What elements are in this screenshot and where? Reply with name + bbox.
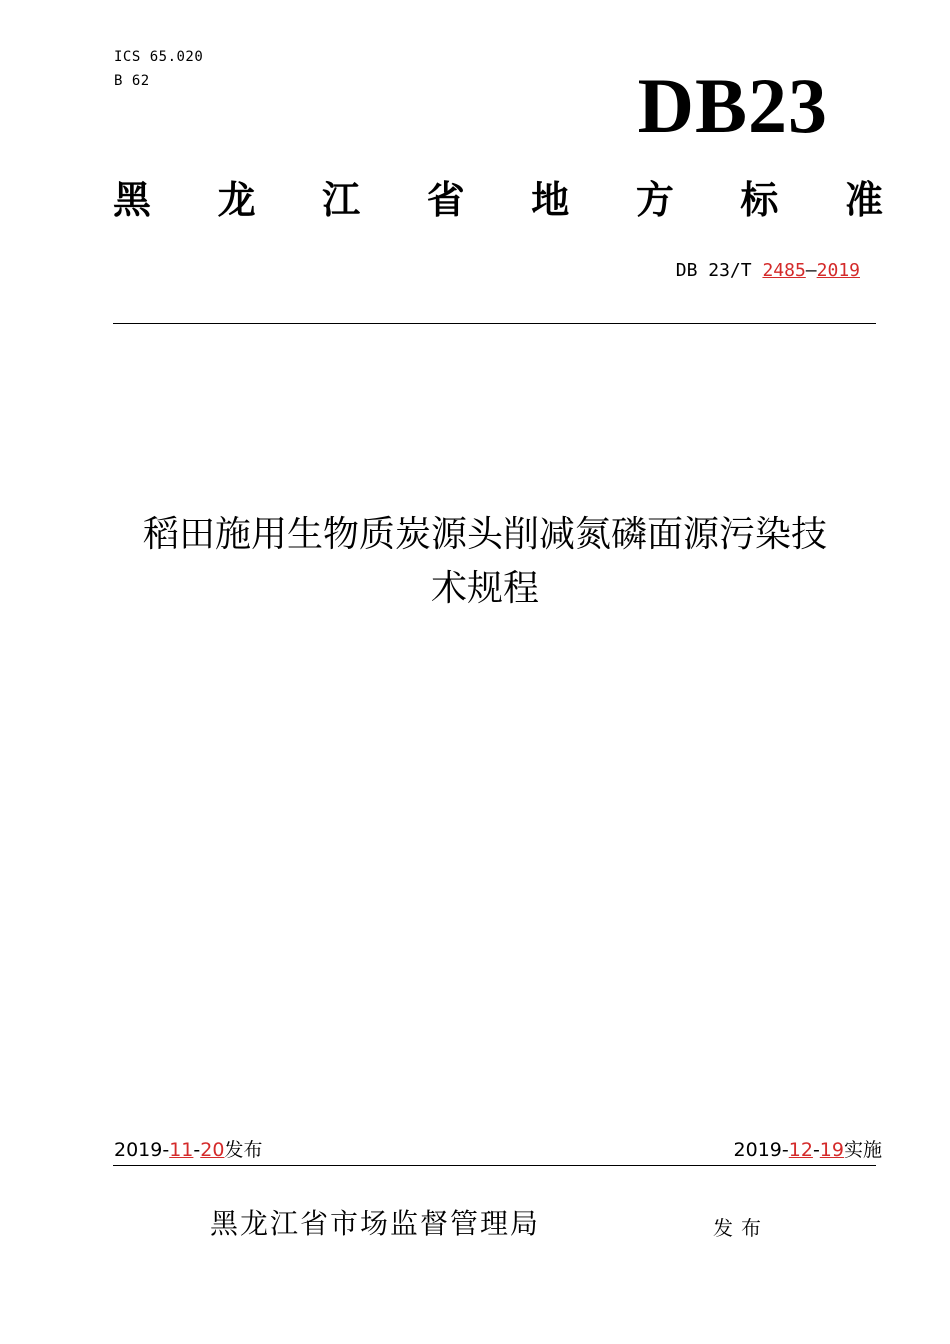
implement-date-dash: -: [812, 1139, 820, 1161]
document-title: [100, 508, 870, 616]
standard-type-char: 方: [635, 178, 674, 222]
standard-type-char: 准: [844, 178, 883, 222]
standard-number-year: 2019: [816, 260, 860, 281]
standard-type-char: 龙: [217, 178, 256, 222]
ccs-code: B 62: [114, 73, 150, 89]
standard-number-separator: —: [805, 260, 817, 281]
standard-type-char: 黑: [113, 178, 152, 222]
implement-date-label: 实施: [843, 1139, 882, 1161]
implement-date-year: 2019-: [733, 1139, 789, 1161]
issue-word: 发布: [713, 1216, 769, 1240]
issue-date-dash: -: [193, 1139, 201, 1161]
implement-date-month: 12: [788, 1139, 813, 1161]
standard-type-char: 地: [531, 178, 570, 222]
issue-date-label: 发布: [224, 1139, 263, 1161]
footer-divider: [113, 1165, 876, 1166]
issue-date-year: 2019-: [114, 1139, 170, 1161]
standard-number-serial: 2485: [762, 260, 806, 281]
standard-number-prefix: DB 23/T: [675, 260, 763, 281]
issue-date-day: 20: [200, 1139, 225, 1161]
standard-type-char: 江: [322, 178, 361, 222]
standard-type-heading: [113, 176, 883, 224]
issue-date-month: 11: [169, 1139, 194, 1161]
document-title-line-1: 稻田施用生物质炭源头削减氮磷面源污染技: [142, 514, 827, 555]
standard-type-char: 标: [740, 178, 779, 222]
document-title-line-2: 术规程: [430, 568, 539, 609]
implement-date: [734, 1137, 882, 1163]
ics-code: ICS 65.020: [114, 49, 204, 65]
implement-date-day: 19: [819, 1139, 844, 1161]
standard-type-char: 省: [426, 178, 465, 222]
issue-date: [114, 1137, 262, 1163]
header-divider: [113, 323, 876, 324]
db-standard-mark: DB23: [637, 62, 828, 149]
issuing-authority: 黑龙江省市场监督管理局: [210, 1207, 541, 1240]
standard-number: [676, 259, 860, 283]
